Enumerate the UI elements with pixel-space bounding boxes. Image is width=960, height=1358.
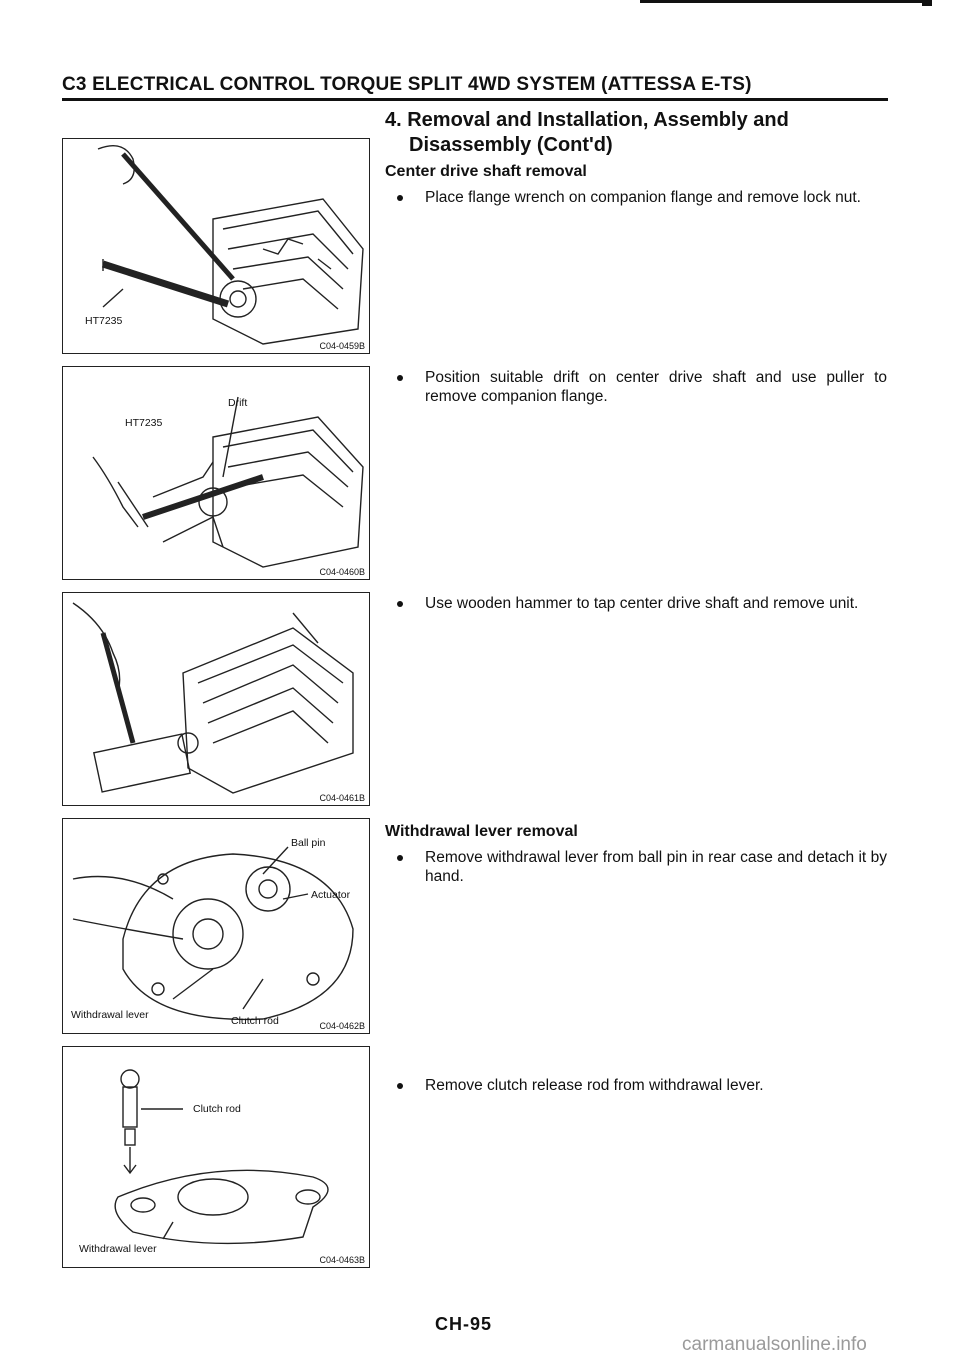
section-title [385, 108, 905, 158]
label-ball-pin: Ball pin [291, 837, 326, 849]
figure-3-illustration [63, 593, 370, 806]
step-2 [397, 368, 887, 406]
bullet-icon [397, 1083, 403, 1089]
subheading-withdrawal: Withdrawal lever removal [385, 823, 578, 840]
label-withdrawal-lever: Withdrawal lever [79, 1243, 157, 1255]
label-tool-ht7235: HT7235 [125, 417, 163, 429]
top-rule-end [922, 0, 932, 6]
bullet-icon [397, 195, 403, 201]
bullet-icon [397, 375, 403, 381]
figure-4-illustration [63, 819, 370, 1034]
figure-code: C04-0460B [319, 567, 365, 577]
step-1-text: Place flange wrench on companion flange and remove lock nut. [425, 189, 861, 206]
page-number: CH-95 [435, 1314, 493, 1334]
label-withdrawal-lever: Withdrawal lever [71, 1009, 149, 1021]
bullet-icon [397, 855, 403, 861]
figure-5-illustration [63, 1047, 370, 1268]
label-clutch-rod: Clutch rod [231, 1015, 279, 1027]
label-actuator: Actuator [311, 889, 351, 901]
section-title-line1: 4. Removal and Installation, Assembly and [385, 109, 789, 131]
step-2-text: Position suitable drift on center drive shaft and use puller to remove companion flange. [425, 369, 887, 405]
figure-code: C04-0462B [319, 1021, 365, 1031]
top-rule [640, 0, 930, 3]
figure-code: C04-0461B [319, 793, 365, 803]
figure-wooden-hammer [62, 592, 370, 806]
step-5-text: Remove clutch release rod from withdrawal lever. [425, 1077, 764, 1094]
watermark: carmanualsonline.info [682, 1334, 867, 1355]
figure-flange-wrench [62, 138, 370, 354]
figure-withdrawal-lever [62, 818, 370, 1034]
label-clutch-rod: Clutch rod [193, 1103, 241, 1115]
figure-2-illustration [63, 367, 370, 580]
figure-code: C04-0463B [319, 1255, 365, 1265]
step-4 [397, 848, 887, 886]
step-1 [397, 188, 887, 207]
bullet-icon [397, 601, 403, 607]
step-3 [397, 594, 887, 613]
figure-code: C04-0459B [319, 341, 365, 351]
step-3-text: Use wooden hammer to tap center drive shaft and remove unit. [425, 595, 859, 612]
label-drift: Drift [228, 397, 248, 409]
step-5 [397, 1076, 887, 1095]
label-tool-ht7235: HT7235 [85, 315, 123, 327]
figure-drift-puller [62, 366, 370, 580]
step-4-text: Remove withdrawal lever from ball pin in rear case and detach it by hand. [425, 849, 887, 885]
figure-clutch-rod [62, 1046, 370, 1268]
page-header: C3 ELECTRICAL CONTROL TORQUE SPLIT 4WD SYSTEM (ATTESSA E-TS) [62, 74, 888, 101]
subheading-center-drive: Center drive shaft removal [385, 163, 587, 180]
section-title-line2: Disassembly (Cont'd) [409, 134, 613, 156]
